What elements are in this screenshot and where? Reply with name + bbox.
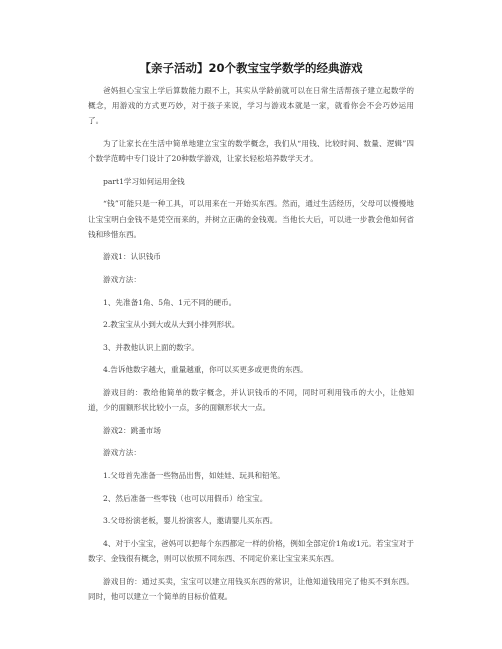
paragraph-purpose: 为了让家长在生活中简单地建立宝宝的数学概念，我们从“用钱、比较时间、数量、逻辑”四个数学范畴中专门设计了20种数学游戏，让家长轻松培养数学天才。 <box>88 139 414 164</box>
game-2-step-3: 3.父母扮演老板，婴儿扮演客人，邀请婴儿买东西。 <box>103 516 278 526</box>
game-1-heading: 游戏1：认识钱币 <box>103 252 161 262</box>
game-1-purpose: 游戏目的：教给他简单的数字概念，并认识钱币的不同，同时可利用钱币的大小，让他知道，少的面额形状比较小一点，多的面额形状大一点。 <box>88 387 414 413</box>
game-1-step-1: 1、先准备1角、5角、1元不同的硬币。 <box>103 297 237 307</box>
game-1-step-4: 4.告诉他数字越大，重量越重，你可以买更多或更贵的东西。 <box>103 365 308 375</box>
document-title: 【亲子活动】20个教宝宝学数学的经典游戏 <box>139 61 363 75</box>
paragraph-money: “钱”可能只是一种工具，可以用来在一开始买东西。然而，通过生活经历，父母可以慢慢地让宝宝明白金钱不是凭空而来的，并树立正确的金钱观。当他长大后，可以进一步教会他如何省钱和珍惜东西。 <box>88 199 414 239</box>
game-1-method-label: 游戏方法： <box>103 274 141 284</box>
game-2-step-4: 4、对于小宝宝，爸妈可以把每个东西都定一样的价格，例如全部定价1角或1元。若宝宝对于数字、金钱很有概念，则可以依照不同东西、不同定价来让宝宝来买东西。 <box>88 538 414 563</box>
game-1-step-3: 3、并教他认识上面的数字。 <box>103 342 199 352</box>
game-2-heading: 游戏2：跳蚤市场 <box>103 425 161 435</box>
document-body <box>88 83 414 611</box>
game-2-step-2: 2、然后准备一些零钱（也可以用假币）给宝宝。 <box>103 493 268 503</box>
game-2-step-1: 1.父母首先准备一些物品出售，如娃娃、玩具和铅笔。 <box>103 470 285 480</box>
game-2-purpose: 游戏目的：通过买卖，宝宝可以建立用钱买东西的常识，让他知道钱用完了他买不到东西。同时，他可以建立一个简单的目标价值观。 <box>88 576 414 601</box>
game-1-step-2: 2.教宝宝从小到大或从大到小排列形状。 <box>103 320 240 330</box>
section-heading-part1: part1学习如何运用金钱 <box>103 176 185 186</box>
paragraph-intro: 爸妈担心宝宝上学后算数能力跟不上，其实从学龄前就可以在日常生活帮孩子建立起数学的概念，用游戏的方式更巧妙，对于孩子来说，学习与游戏本就是一家，就看你会不会巧妙运用了。 <box>88 86 414 126</box>
game-2-method-label: 游戏方法： <box>103 448 141 458</box>
